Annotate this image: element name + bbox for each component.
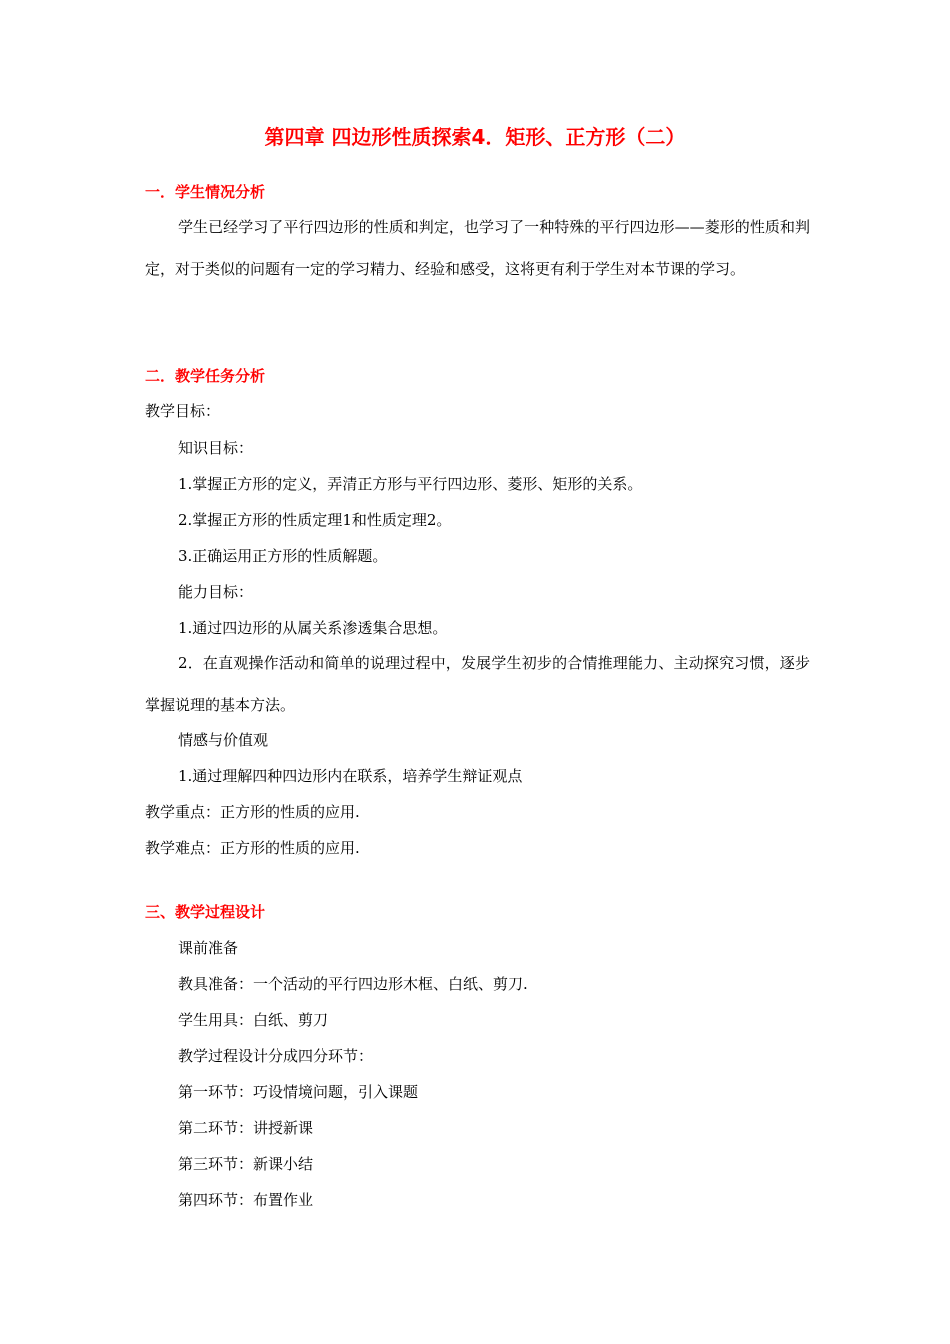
- process-item: 第二环节：讲授新课: [178, 1119, 314, 1137]
- document-title: 第四章 四边形性质探索4．矩形、正方形（二）: [264, 125, 686, 149]
- knowledge-item-2: 2.掌握正方形的性质定理1和性质定理2。: [178, 511, 452, 529]
- difficult-point: 教学难点：正方形的性质的应用.: [145, 839, 360, 857]
- emotion-values-label: 情感与价值观: [178, 731, 269, 749]
- process-item: 第一环节：巧设情境问题，引入课题: [178, 1083, 419, 1101]
- knowledge-goals-label: 知识目标：: [178, 439, 254, 457]
- key-point: 教学重点：正方形的性质的应用.: [145, 803, 360, 821]
- ability-item-2: 2．在直观操作活动和简单的说理过程中，发展学生初步的合情推理能力、主动探究习惯，逐步掌握说理的基本方法。: [145, 654, 810, 714]
- section3-heading: 三、教学过程设计: [145, 903, 266, 921]
- section1-heading: 一．学生情况分析: [145, 183, 266, 201]
- ability-item-1: 1.通过四边形的从属关系渗透集合思想。: [178, 619, 448, 637]
- section1-paragraph: 学生已经学习了平行四边形的性质和判定，也学习了一种特殊的平行四边形——菱形的性质和判定，对于类似的问题有一定的学习精力、经验和感受，这将更有利于学生对本节课的学习。: [145, 218, 810, 278]
- section2-heading: 二．教学任务分析: [145, 367, 266, 385]
- knowledge-item-1: 1.掌握正方形的定义，弄清正方形与平行四边形、菱形、矩形的关系。: [178, 475, 643, 493]
- knowledge-item-3: 3.正确运用正方形的性质解题。: [178, 547, 388, 565]
- process-item: 第三环节：新课小结: [178, 1155, 314, 1173]
- ability-goals-label: 能力目标：: [178, 583, 254, 601]
- teaching-goals-label: 教学目标：: [145, 402, 221, 420]
- process-item: 教具准备：一个活动的平行四边形木框、白纸、剪刀.: [178, 975, 528, 993]
- process-item: 学生用具：白纸、剪刀: [178, 1011, 329, 1029]
- process-item: 课前准备: [178, 939, 239, 957]
- process-item: 教学过程设计分成四分环节：: [178, 1047, 374, 1065]
- emotion-item-1: 1.通过理解四种四边形内在联系，培养学生辩证观点: [178, 767, 523, 785]
- process-item: 第四环节：布置作业: [178, 1191, 314, 1209]
